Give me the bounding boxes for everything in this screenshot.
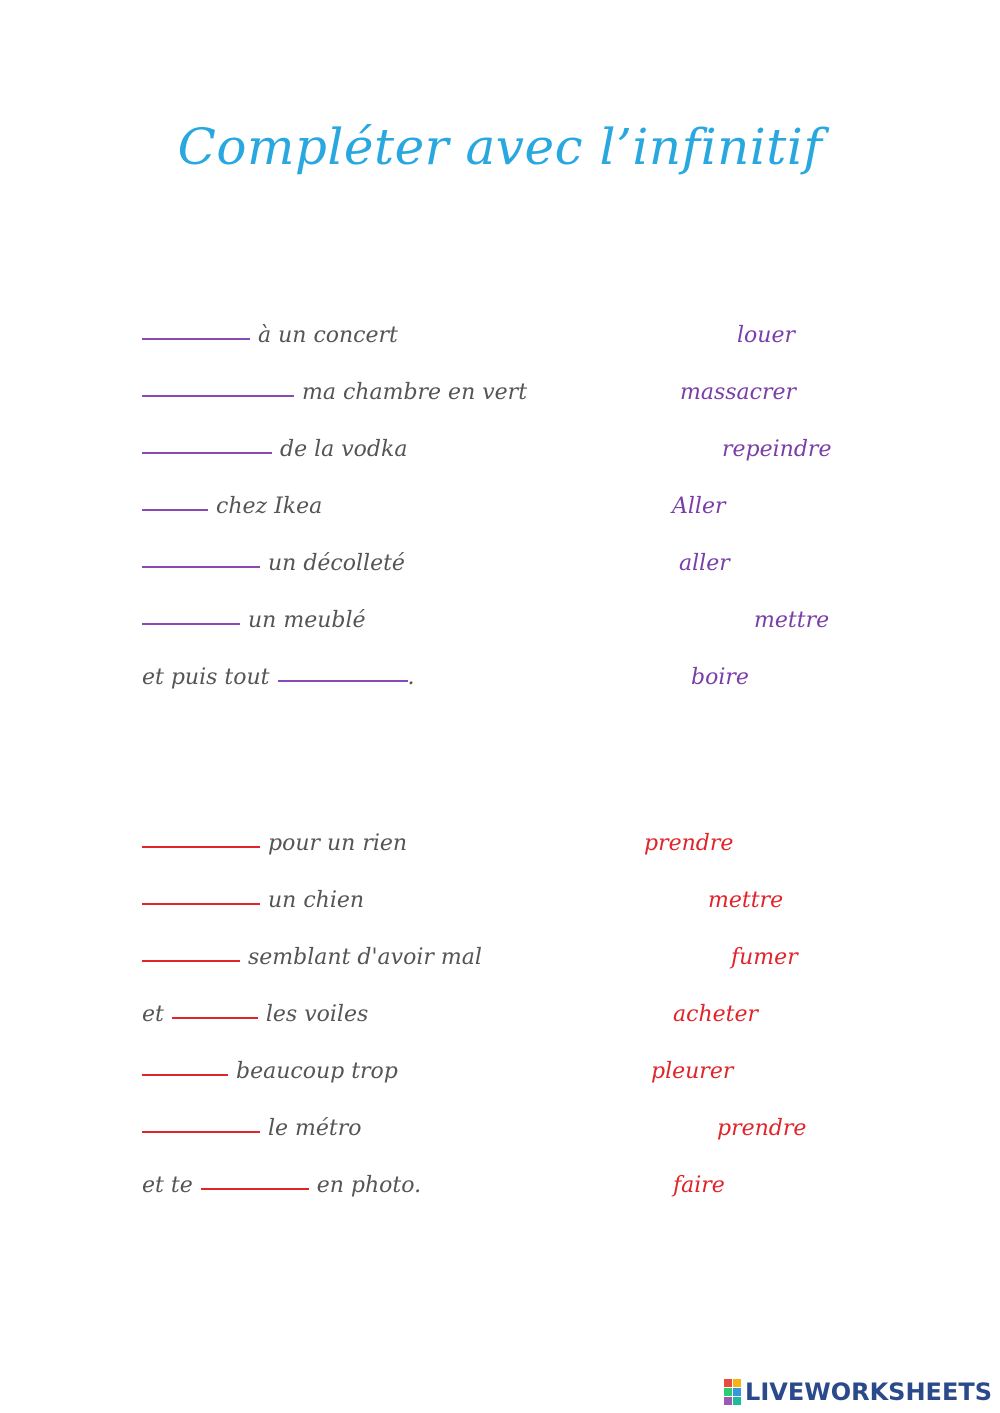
sentence-text: et puis tout bbox=[142, 665, 270, 690]
sentence bbox=[142, 1044, 398, 1084]
sentence bbox=[142, 536, 405, 576]
answer-blank[interactable] bbox=[142, 565, 260, 568]
verb-option: mettre bbox=[708, 888, 784, 913]
sentence bbox=[142, 930, 482, 970]
worksheet-title: Compléter avec l’infinitif bbox=[177, 118, 823, 176]
exercise-row bbox=[0, 816, 1000, 856]
verb-option: louer bbox=[737, 323, 795, 348]
liveworksheets-logo bbox=[724, 1377, 992, 1407]
sentence-text: chez Ikea bbox=[216, 494, 323, 519]
exercise-row bbox=[0, 1044, 1000, 1084]
answer-blank[interactable] bbox=[142, 508, 208, 511]
exercise-row bbox=[0, 987, 1000, 1027]
sentence bbox=[142, 479, 322, 519]
exercise-row bbox=[0, 930, 1000, 970]
answer-blank[interactable] bbox=[142, 394, 294, 397]
answer-blank[interactable] bbox=[142, 451, 272, 454]
answer-blank[interactable] bbox=[142, 337, 250, 340]
sentence-text: un chien bbox=[268, 888, 365, 913]
verb-option: mettre bbox=[754, 608, 830, 633]
sentence-text: semblant d'avoir mal bbox=[248, 945, 482, 970]
answer-blank[interactable] bbox=[201, 1187, 309, 1190]
sentence bbox=[142, 650, 415, 690]
sentence-text: à un concert bbox=[258, 323, 398, 348]
verb-option: prendre bbox=[644, 831, 734, 856]
verb-option: aller bbox=[679, 551, 730, 576]
sentence bbox=[142, 365, 527, 405]
verb-option: fumer bbox=[731, 945, 798, 970]
sentence-text: en photo. bbox=[316, 1173, 422, 1198]
sentence bbox=[142, 1158, 421, 1198]
answer-blank[interactable] bbox=[142, 1130, 260, 1133]
verb-option: acheter bbox=[673, 1002, 759, 1027]
sentence-text: . bbox=[407, 665, 415, 690]
logo-text: LIVEWORKSHEETS bbox=[745, 1378, 992, 1406]
sentence-text: les voiles bbox=[265, 1002, 369, 1027]
logo-blocks-icon bbox=[724, 1379, 741, 1405]
answer-blank[interactable] bbox=[172, 1016, 258, 1019]
verb-option: pleurer bbox=[651, 1059, 734, 1084]
answer-blank[interactable] bbox=[142, 959, 240, 962]
exercise-row bbox=[0, 873, 1000, 913]
sentence-text: et te bbox=[142, 1173, 193, 1198]
answer-blank[interactable] bbox=[142, 622, 240, 625]
sentence bbox=[142, 987, 368, 1027]
sentence bbox=[142, 308, 398, 348]
exercise-row bbox=[0, 422, 1000, 462]
sentence bbox=[142, 422, 407, 462]
answer-blank[interactable] bbox=[278, 679, 408, 682]
exercise-row bbox=[0, 479, 1000, 519]
answer-blank[interactable] bbox=[142, 902, 260, 905]
sentence-text: pour un rien bbox=[268, 831, 408, 856]
sentence bbox=[142, 1101, 362, 1141]
sentence-text: le métro bbox=[268, 1116, 362, 1141]
exercise-row bbox=[0, 593, 1000, 633]
verb-option: prendre bbox=[717, 1116, 807, 1141]
answer-blank[interactable] bbox=[142, 1073, 228, 1076]
verb-option: repeindre bbox=[722, 437, 832, 462]
exercise-row bbox=[0, 365, 1000, 405]
exercise-row bbox=[0, 1101, 1000, 1141]
sentence bbox=[142, 593, 366, 633]
sentence-text: un décolleté bbox=[268, 551, 405, 576]
sentence bbox=[142, 873, 364, 913]
sentence-text: un meublé bbox=[248, 608, 366, 633]
sentence-text: ma chambre en vert bbox=[302, 380, 528, 405]
verb-option: boire bbox=[691, 665, 749, 690]
sentence-text: beaucoup trop bbox=[236, 1059, 398, 1084]
verb-option: Aller bbox=[672, 494, 726, 519]
verb-option: massacrer bbox=[680, 380, 797, 405]
exercise-row bbox=[0, 536, 1000, 576]
sentence bbox=[142, 816, 407, 856]
answer-blank[interactable] bbox=[142, 845, 260, 848]
exercise-row bbox=[0, 1158, 1000, 1198]
exercise-row bbox=[0, 308, 1000, 348]
sentence-text: de la vodka bbox=[280, 437, 408, 462]
exercise-row bbox=[0, 650, 1000, 690]
sentence-text: et bbox=[142, 1002, 164, 1027]
verb-option: faire bbox=[673, 1173, 725, 1198]
